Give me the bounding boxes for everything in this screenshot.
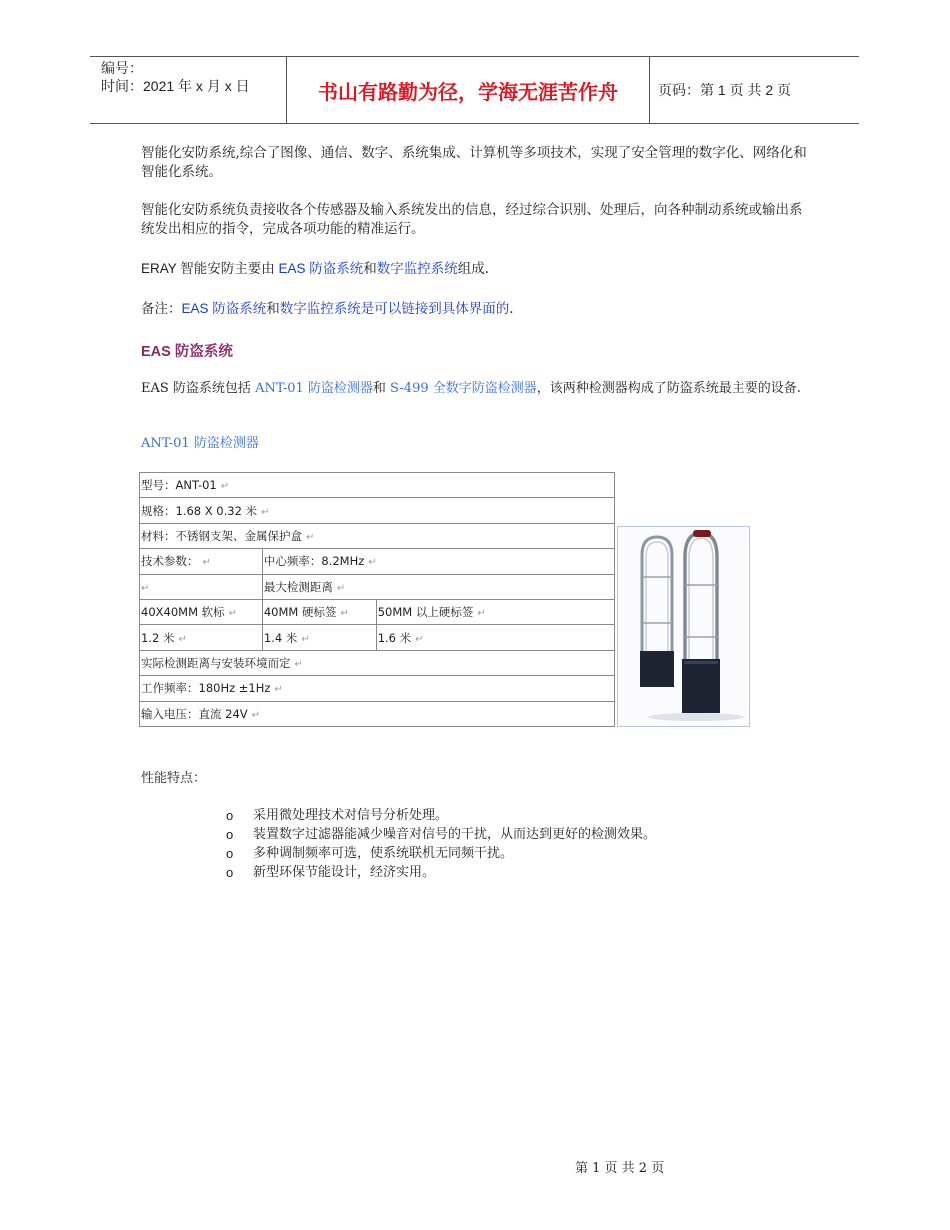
spec-input-voltage: 输入电压：直流 24V (141, 706, 248, 721)
p3-prefix: ERAY 智能安防主要由 (141, 261, 279, 276)
return-mark-icon: ↵ (261, 506, 270, 518)
return-mark-icon: ↵ (220, 481, 230, 493)
eas-desc-prefix: EAS 防盗系统包括 (141, 381, 256, 396)
bullet-icon: o (226, 865, 234, 880)
feature-text: 多种调制频率可选，使系统联机无同频干扰。 (253, 846, 514, 861)
return-mark-icon: ↵ (141, 582, 150, 594)
spec-tag-1: 40X40MM 软标 (141, 605, 225, 620)
product-photo (617, 526, 750, 727)
feature-text: 装置数字过滤器能减少噪音对信号的干扰，从而达到更好的检测效果。 (253, 827, 657, 842)
feature-text: 采用微处理技术对信号分析处理。 (253, 808, 449, 823)
return-mark-icon: ↵ (178, 633, 187, 645)
table-cell (140, 650, 615, 675)
return-mark-icon: ↵ (274, 684, 283, 696)
header-motto: 书山有路勤为径，学海无涯苦作舟 (286, 57, 650, 123)
spec-center-freq: 中心频率：8.2MHz (263, 554, 365, 569)
page-footer: 第 1 页 共 2 页 (575, 1161, 665, 1176)
table-row (140, 650, 615, 675)
bullet-icon: o (226, 846, 234, 861)
header-page-info: 页码：第 1 页 共 2 页 (658, 82, 792, 98)
bullet-icon: o (226, 808, 234, 823)
antenna-gate-illustration (618, 527, 749, 726)
p3-suffix: 组成. (457, 261, 490, 277)
table-row (140, 625, 615, 650)
list-item (226, 863, 656, 882)
table-cell (262, 574, 614, 599)
digital-monitor-link[interactable]: 数字监控系统 (376, 261, 458, 277)
eas-section-title: EAS 防盗系统 (141, 344, 233, 360)
spec-tech-params: 技术参数： (141, 554, 199, 569)
header-meta (90, 57, 286, 123)
note-prefix: 备注： (141, 301, 182, 317)
return-mark-icon: ↵ (336, 582, 346, 594)
bullet-icon: o (226, 827, 234, 842)
intro-paragraph-3 (141, 259, 811, 279)
table-cell (376, 599, 614, 624)
return-mark-icon: ↵ (228, 608, 238, 620)
spec-dist-3: 1.6 米 (377, 630, 412, 645)
p3-and: 和 (363, 261, 377, 277)
number-label: 编号： (101, 60, 143, 76)
table-cell (140, 625, 263, 650)
table-row (140, 574, 615, 599)
note-eas-link[interactable]: EAS 防盗系统 (181, 301, 267, 316)
spec-material: 材料：不锈钢支架、金属保护盒 (141, 528, 302, 543)
eas-system-link[interactable]: EAS 防盗系统 (278, 261, 364, 276)
note-suffix: . (509, 301, 514, 317)
table-row (140, 676, 615, 701)
table-cell (140, 498, 615, 523)
spec-dist-1: 1.2 米 (141, 630, 175, 645)
page-header (90, 56, 859, 124)
note-digital-link[interactable]: 数字监控系统是可以链接到具体界面的 (279, 301, 510, 317)
ant01-link[interactable]: ANT-01 防盗检测器 (255, 381, 373, 396)
table-cell (140, 701, 615, 726)
return-mark-icon: ↵ (368, 557, 377, 569)
return-mark-icon: ↵ (340, 608, 349, 620)
list-item (226, 806, 656, 825)
return-mark-icon: ↵ (202, 557, 211, 569)
table-row (140, 523, 615, 548)
list-item (226, 825, 656, 844)
spec-table (139, 472, 615, 727)
table-cell (140, 549, 263, 574)
spec-work-freq: 工作频率：180Hz ±1Hz (141, 681, 271, 696)
table-cell (262, 599, 376, 624)
spec-tag-3: 50MM 以上硬标签 (377, 605, 474, 620)
features-list (226, 806, 656, 882)
spec-size: 规格：1.68 X 0.32 米 (141, 503, 258, 518)
eas-description (141, 379, 811, 398)
table-cell (140, 599, 263, 624)
eas-desc-and: 和 (372, 381, 391, 396)
spec-dist-2: 1.4 米 (263, 630, 298, 645)
table-row (140, 549, 615, 574)
return-mark-icon: ↵ (251, 709, 261, 721)
return-mark-icon: ↵ (306, 531, 315, 543)
table-cell (262, 549, 614, 574)
table-cell (140, 574, 263, 599)
intro-paragraph-2: 智能化安防系统负责接收各个传感器及输入系统发出的信息，经过综合识别、处理后，向各种制动系统或输出系统发出相应的指令，完成各项功能的精准运行。 (141, 202, 803, 237)
table-cell (140, 473, 615, 498)
table-cell (140, 676, 615, 701)
product-title: ANT-01 防盗检测器 (141, 436, 259, 451)
table-row (140, 473, 615, 498)
s499-link[interactable]: S-499 全数字防盗检测器 (390, 381, 537, 396)
spec-max-range: 最大检测距离 (263, 579, 333, 594)
table-row (140, 599, 615, 624)
return-mark-icon: ↵ (477, 608, 486, 620)
spec-model: 型号：ANT-01 (141, 478, 217, 493)
table-row (140, 498, 615, 523)
spec-actual: 实际检测距离与安装环境而定 (141, 655, 291, 670)
table-cell (262, 625, 376, 650)
return-mark-icon: ↵ (294, 658, 303, 670)
table-cell (376, 625, 614, 650)
features-heading: 性能特点： (141, 771, 207, 786)
time-label: 时间：2021 年 x 月 x 日 (101, 78, 250, 94)
eas-desc-suffix: ，该两种检测器构成了防盗系统最主要的设备. (536, 381, 801, 396)
return-mark-icon: ↵ (301, 633, 310, 645)
table-cell (140, 523, 615, 548)
return-mark-icon: ↵ (415, 633, 424, 645)
spec-tag-2: 40MM 硬标签 (263, 605, 337, 620)
list-item (226, 844, 656, 863)
note-paragraph (141, 299, 811, 319)
note-and: 和 (266, 301, 280, 317)
feature-text: 新型环保节能设计，经济实用。 (253, 865, 436, 880)
intro-paragraph-1: 智能化安防系统,综合了图像、通信、数字、系统集成、计算机等多项技术，实现了安全管理的数字化、网络化和智能化系统。 (141, 145, 807, 180)
table-row (140, 701, 615, 726)
